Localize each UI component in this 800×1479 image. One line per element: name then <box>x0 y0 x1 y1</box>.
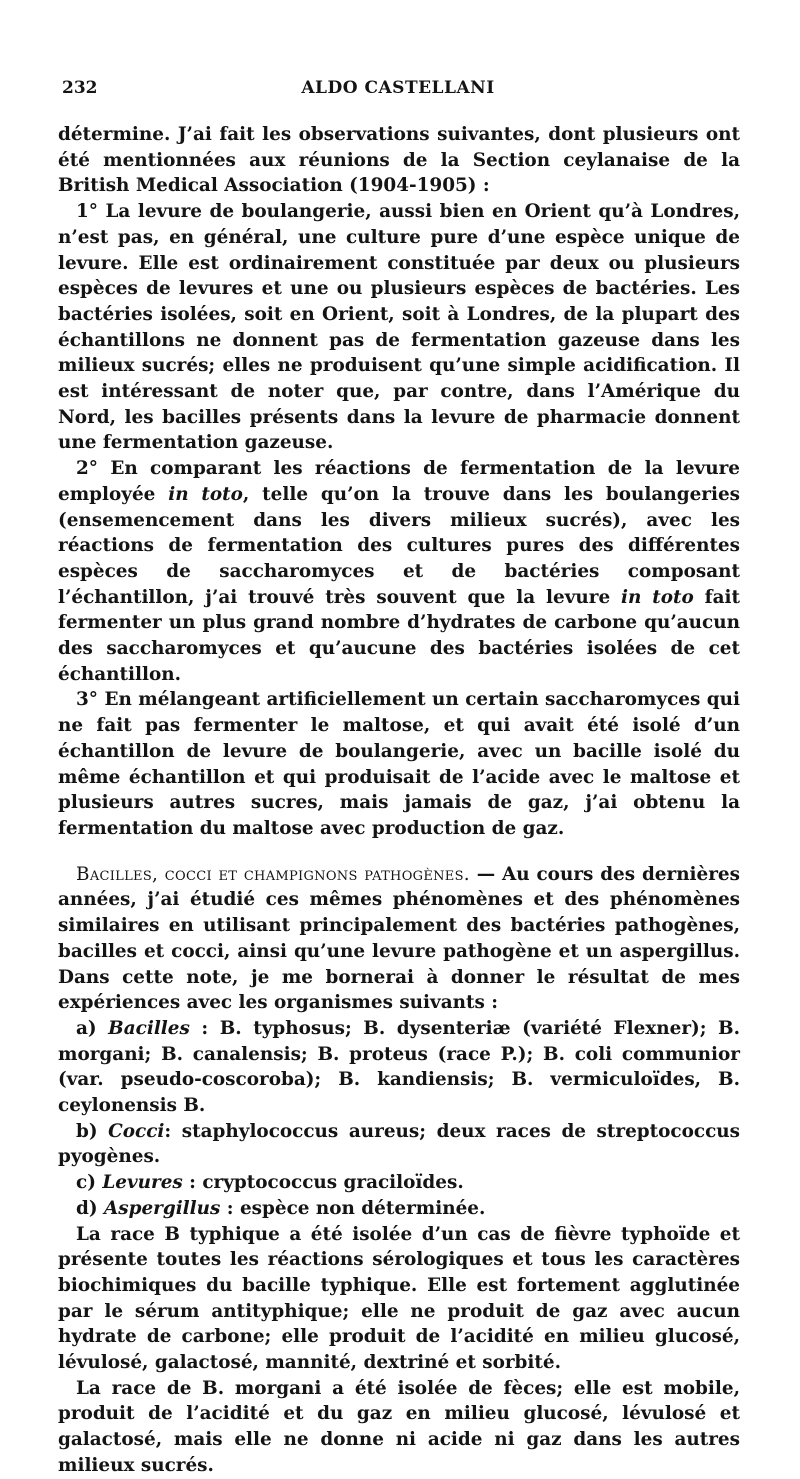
running-title: ALDO CASTELLANI <box>301 78 495 98</box>
list-label: Aspergillus <box>103 1197 221 1219</box>
list-label: Cocci <box>108 1120 165 1142</box>
list-label: Levures <box>102 1172 183 1194</box>
text-run: 2° En comparant les réactions de fermentation de la levure employée <box>58 458 740 505</box>
list-prefix: d) <box>76 1197 104 1219</box>
paragraph-point-3: 3° En mélangeant artificiellement un certain saccharomyces qui ne fait pas fermenter le maltose, et qui avait été isolé d’un échantillon de levure de boulangerie, avec un bacille isolé du même échantillon et qui produisait de l’acide avec le maltose et plusieurs autres sucres, mais jamais de gaz, j’ai obtenu la fermentation du maltose avec production de gaz. <box>58 689 740 839</box>
list-item-cocci <box>58 1119 740 1170</box>
section-heading: Bacilles, cocci et champignons pathogènes. <box>76 863 470 885</box>
paragraph-point-2 <box>58 456 740 687</box>
text-run: , telle qu’on la trouve dans les boulangeries (ensemencement dans les divers milieux sucrés), avec les réactions de fermentation des cultures pures des différentes espèces de saccharomyces et de bactéries composant l’échantillon, j’ai trouvé très souvent que la levure <box>58 483 740 608</box>
page-body <box>58 122 740 1479</box>
list-text: : cryptococcus graciloïdes. <box>182 1172 464 1194</box>
list-prefix: a) <box>76 1017 109 1039</box>
paragraph-section-pathogens <box>58 862 740 1016</box>
page-header <box>58 78 738 108</box>
list-prefix: c) <box>76 1172 103 1194</box>
list-label: Bacilles <box>108 1017 190 1039</box>
list-prefix: b) <box>76 1120 109 1142</box>
paragraph-typhoid-strain: La race B typhique a été isolée d’un cas de fièvre typhoïde et présente toutes les réactions sérologiques et tous les caractères biochimiques du bacille typhique. Elle est fortement agglutinée par le sérum antityphique; elle ne produit de gaz avec aucun hydrate de carbone; elle produit de l’acidité en milieu glucosé, lévulosé, galactosé, mannité, dextriné et sorbité. <box>58 1223 740 1374</box>
italic-term: in toto <box>168 483 243 505</box>
paragraph-point-1: 1° La levure de boulangerie, aussi bien en Orient qu’à Londres, n’est pas, en général, une culture pure d’une espèce unique de levure. Elle est ordinairement constituée par deux ou plusieurs espèces de levures et une ou plusieurs espèces de bactéries. Les bactéries isolées, soit en Orient, soit à Londres, de la plupart des échantillons ne donnent pas de fermentation gazeuse dans les milieux sucrés; elles ne produisent qu’une simple acidification. Il est intéressant de noter que, par contre, dans l’Amérique du Nord, les bacilles présents dans la levure de pharmacie donnent une fermentation gazeuse. <box>58 201 740 454</box>
text-run: fait fermenter un plus grand nombre d’hydrates de carbone qu’aucun des saccharomyces et qu’aucune des bactéries isolées de cet échantillon. <box>58 586 740 685</box>
text-run: — Au cours des dernières années, j’ai étudié ces mêmes phénomènes et des phénomènes similaires en utilisant principalement des bactéries pathogènes, bacilles et cocci, ainsi qu’une levure pathogène et un aspergillus. Dans cette note, je me bornerai à donner le résultat de mes expériences avec les organismes suivants : <box>58 863 740 1014</box>
list-text: : espèce non déterminée. <box>220 1197 486 1219</box>
list-item-levures <box>58 1170 740 1196</box>
list-text: : B. typhosus; B. dysenteriæ (variété Flexner); B. morgani; B. canalensis; B. proteus (race P.); B. coli communior (var. pseudo-coscoroba); B. kandiensis; B. vermiculoïdes, B. ceylonensis B. <box>58 1017 740 1117</box>
list-item-bacilles <box>58 1016 740 1119</box>
list-text: : staphylococcus aureus; deux races de streptococcus pyogènes. <box>58 1120 741 1168</box>
paragraph-intro: détermine. J’ai fait les observations suivantes, dont plusieurs ont été mentionnées aux réunions de la Section ceylanaise de la British Medical Association (1904-1905) : <box>58 124 740 197</box>
list-item-aspergillus <box>58 1196 740 1222</box>
page-number: 232 <box>62 78 98 98</box>
italic-term: in toto <box>621 586 694 608</box>
paragraph-morgani-strain: La race de B. morgani a été isolée de fèces; elle est mobile, produit de l’acidité et du gaz en milieu glucosé, lévulosé et galactosé, mais elle ne donne ni acide ni gaz dans les autres milieux sucrés. <box>58 1377 740 1476</box>
